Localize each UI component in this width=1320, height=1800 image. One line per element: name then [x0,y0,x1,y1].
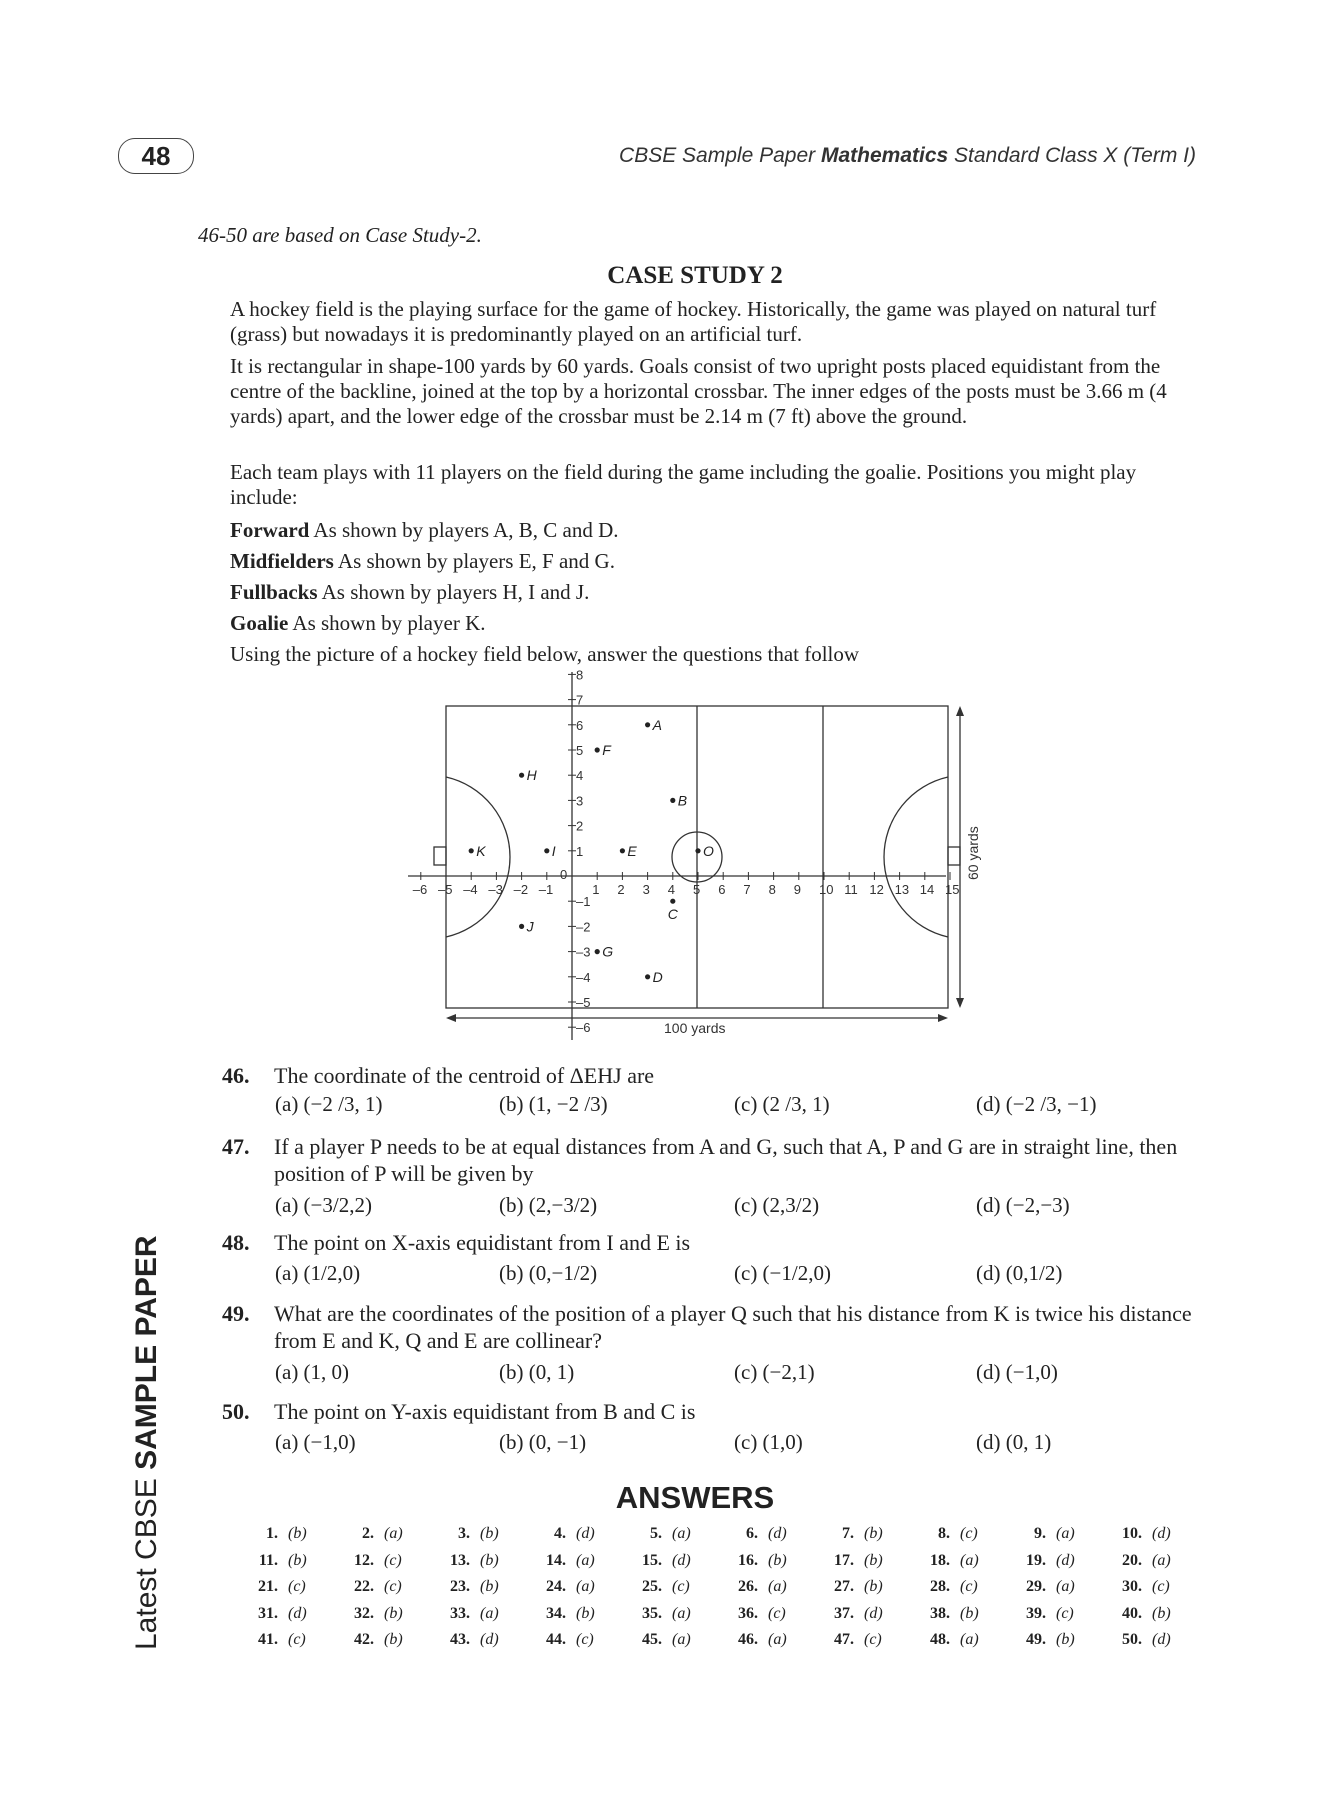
sidebar-label [130,1235,164,1650]
x-tick-label: –5 [438,882,453,897]
x-tick-label: 14 [919,882,935,897]
intro-note: 46-50 are based on Case Study-2. [198,223,482,247]
option: (d) (−2,−3) [976,1193,1070,1217]
option: (b) (0,−1/2) [499,1261,598,1285]
forward-line [230,518,1190,543]
midfielders-label: Midfielders [230,549,334,573]
answer-cell: 38. (b) [930,1604,979,1622]
height-label: 60 yards [965,826,981,880]
sidebar-prefix: Latest CBSE [130,1469,163,1650]
option: (c) (1,0) [734,1430,803,1454]
header-prefix: CBSE Sample Paper [619,144,821,167]
x-tick-label: 15 [945,882,960,897]
question-46 [222,1062,1222,1089]
answer-cell: 10. (d) [1122,1525,1171,1542]
header-suffix: Standard Class X (Term I) [948,144,1196,167]
answer-cell: 42. (b) [354,1631,403,1648]
player-dot [670,899,675,904]
page-number: 48 [118,138,194,174]
answer-cell: 7. (b) [842,1525,883,1542]
answer-cell: 41. (c) [258,1631,306,1648]
x-tick-label: 8 [768,882,776,897]
answer-cell: 48. (a) [930,1631,979,1648]
option: (c) (2 /3, 1) [734,1092,830,1116]
answer-cell: 43. (d) [450,1631,499,1648]
player-dot [670,798,675,803]
answers-title: ANSWERS [615,1480,775,1515]
answer-cell: 22. (c) [354,1578,402,1595]
answer-cell: 2. (a) [362,1525,403,1542]
player-label: J [526,918,534,935]
y-tick-label: –1 [576,894,591,910]
case-study-title: CASE STUDY 2 [607,262,783,289]
y-tick-label: 1 [576,843,584,859]
question-number: 46. [222,1063,250,1088]
answer-cell: 31. (d) [258,1604,307,1622]
y-tick-label: –6 [576,1020,591,1036]
answer-cell: 47. (c) [834,1631,882,1648]
answer-cell: 18. (a) [930,1551,979,1569]
option: (d) (0,1/2) [976,1261,1063,1285]
player-dot [620,848,625,853]
midfielders-line [230,549,1190,574]
answer-cell: 13. (b) [450,1551,499,1569]
player-label: O [703,842,714,859]
x-tick-label: –4 [463,882,478,897]
answer-cell: 36. (c) [738,1604,786,1622]
player-label: F [602,742,611,758]
question-49 [222,1300,1222,1354]
option: (a) (−2 /3, 1) [275,1092,383,1116]
origin-label: 0 [560,867,568,882]
answer-cell: 26. (a) [738,1578,787,1595]
y-tick-label: 4 [576,768,584,784]
answer-cell: 37. (d) [834,1604,883,1622]
left-goal [434,847,446,865]
answer-cell: 28. (c) [930,1578,978,1595]
sidebar-bold: SAMPLE PAPER [130,1235,163,1470]
right-goal [948,847,960,865]
question-text: If a player P needs to be at equal distances from A and G, such that A, P and G are in straight line, then position of P will be given by [274,1134,1178,1186]
answer-cell: 34. (b) [546,1604,595,1622]
x-tick-label: 13 [894,882,910,897]
paragraph-3: Each team plays with 11 players on the field during the game including the goalie. Positions you might play include: [230,460,1137,509]
goalie-line [230,611,1190,636]
answers-row [246,1578,1186,1605]
answer-cell: 35. (a) [642,1604,691,1622]
option: (c) (−1/2,0) [734,1261,831,1285]
x-tick-label: 9 [793,882,802,897]
y-tick-label: 3 [576,793,584,809]
forward-label: Forward [230,518,310,542]
answer-cell: 32. (b) [354,1604,403,1622]
answer-cell: 6. (d) [746,1525,787,1542]
question-number: 49. [222,1301,250,1326]
forward-text: As shown by players A, B, C and D. [309,518,619,542]
player-dot [645,974,650,979]
question-text: The point on Y-axis equidistant from B and C is [274,1399,696,1424]
x-tick-label: 4 [667,882,676,897]
y-tick-label: –4 [576,969,591,985]
answer-cell: 25. (c) [642,1578,690,1595]
x-tick-label: 2 [617,882,625,897]
x-tick-label: –1 [538,882,554,897]
answer-cell: 23. (b) [450,1578,499,1595]
question-47 [222,1133,1222,1187]
option: (c) (−2,1) [734,1360,815,1384]
player-label: I [551,842,556,859]
answer-cell: 17. (b) [834,1551,883,1569]
player-dot [544,848,549,853]
question-text: What are the coordinates of the position of a player Q such that his distance from K is twice his distance from E and K, Q and E are collinear? [274,1301,1192,1353]
answer-cell: 5. (a) [650,1525,691,1542]
player-dot [695,848,700,853]
player-dot [645,722,650,727]
y-tick-label: 7 [576,692,584,708]
answer-cell: 21. (c) [258,1578,306,1595]
y-tick-label: –5 [576,995,591,1010]
answer-cell: 50. (d) [1122,1631,1171,1648]
question-number: 50. [222,1399,250,1424]
answer-cell: 3. (b) [458,1525,499,1542]
y-tick-label: 2 [576,818,584,834]
answer-cell: 44. (c) [546,1631,594,1648]
arrow-bottom-head [956,998,964,1008]
answer-cell: 16. (b) [738,1551,787,1569]
x-tick-label: 7 [743,882,751,897]
answer-cell: 4. (d) [554,1525,595,1542]
question-number: 48. [222,1230,250,1255]
player-label: D [652,968,663,985]
player-label: H [526,767,537,784]
option: (c) (2,3/2) [734,1193,820,1217]
answers-row [246,1631,1186,1658]
y-tick-label: –2 [576,919,591,935]
answers-row [246,1525,1186,1552]
answer-cell: 14. (a) [546,1551,595,1569]
x-tick-label: 10 [819,882,834,897]
paragraph-1: A hockey field is the playing surface for the game of hockey. Historically, the game was played on natural turf (grass) but nowadays it is predominantly played on an artificial turf. [230,297,1157,346]
answer-cell: 12. (c) [354,1551,402,1569]
x-tick-label: –3 [488,882,503,897]
answer-cell: 11. (b) [258,1551,307,1569]
x-tick-label: 3 [642,882,650,897]
width-label: 100 yards [664,1020,726,1036]
question-text: The coordinate of the centroid of ΔEHJ are [274,1063,655,1088]
fullbacks-text: As shown by players H, I and J. [317,580,590,604]
player-label: A [652,716,662,733]
x-tick-label: –2 [513,882,529,897]
answer-cell: 45. (a) [642,1631,691,1648]
answer-cell: 40. (b) [1122,1604,1171,1622]
arrow-right-head [938,1014,948,1022]
answer-cell: 46. (a) [738,1631,787,1648]
answer-cell: 20. (a) [1122,1551,1171,1569]
player-label: K [476,842,486,859]
option: (b) (0, 1) [499,1360,575,1384]
option: (b) (2,−3/2) [499,1193,598,1217]
option: (d) (−1,0) [976,1360,1058,1384]
y-tick-label: 8 [576,667,584,683]
option: (b) (1, −2 /3) [499,1092,608,1116]
answer-cell: 29. (a) [1026,1578,1075,1595]
player-dot [519,773,524,778]
paragraph-2: It is rectangular in shape-100 yards by 60 yards. Goals consist of two upright posts placed equidistant from the centre of the backline, joined at the top by a horizontal crossbar. The inner edges of the posts must be 3.66 m (4 yards) apart, and the lower edge of the crossbar must be 2.14 m (7 ft) above the ground. [230,354,1167,428]
player-label: C [667,906,678,923]
header-subject: Mathematics [820,144,949,167]
fullbacks-line [230,580,1190,605]
option: (a) (−3/2,2) [275,1193,372,1217]
x-tick-label: –6 [412,882,428,897]
answer-cell: 15. (d) [642,1551,691,1569]
answers-row [246,1552,1186,1579]
answer-cell: 8. (c) [938,1525,978,1542]
answer-cell: 30. (c) [1122,1578,1170,1595]
answer-cell: 27. (b) [834,1578,883,1595]
option: (b) (0, −1) [499,1430,587,1454]
answer-cell: 49. (b) [1026,1631,1075,1648]
player-label: B [677,792,688,809]
x-tick-label: 12 [869,882,884,897]
player-dot [469,848,474,853]
x-tick-label: 5 [693,882,701,897]
arrow-left-head [446,1014,456,1022]
fullbacks-label: Fullbacks [230,580,318,604]
goalie-text: As shown by player K. [288,611,486,635]
answers-row [246,1605,1186,1632]
y-tick-label: –3 [576,944,591,960]
option: (a) (1, 0) [275,1360,350,1384]
paragraph-4: Using the picture of a hockey field below, answer the questions that follow [230,642,860,666]
player-dot [519,924,524,929]
y-tick-label: 5 [576,743,584,758]
question-number: 47. [222,1134,250,1159]
player-dot [595,949,600,954]
answer-cell: 1. (b) [266,1525,307,1542]
running-header [619,144,1196,168]
question-50 [222,1398,1222,1425]
option: (d) (0, 1) [976,1430,1052,1454]
right-circle [884,777,948,937]
player-label: G [602,943,614,960]
goalie-label: Goalie [230,611,289,635]
player-dot [595,747,600,752]
question-48 [222,1229,1222,1256]
answer-cell: 33. (a) [450,1604,499,1622]
answer-cell: 19. (d) [1026,1551,1075,1569]
answers-grid [246,1525,1186,1658]
player-label: E [627,842,637,859]
option: (a) (−1,0) [275,1430,356,1454]
option: (a) (1/2,0) [275,1261,361,1285]
midfielders-text: As shown by players E, F and G. [333,549,615,573]
x-tick-label: 1 [592,882,600,897]
y-tick-label: 6 [576,717,584,733]
answer-cell: 39. (c) [1026,1604,1074,1622]
hockey-field-diagram [0,660,1320,1060]
answer-cell: 9. (a) [1034,1525,1075,1542]
arrow-top-head [956,706,964,716]
x-tick-label: 11 [844,882,858,897]
answer-cell: 24. (a) [546,1578,595,1595]
x-tick-label: 6 [718,882,726,897]
option: (d) (−2 /3, −1) [976,1092,1097,1116]
question-text: The point on X-axis equidistant from I and E is [274,1230,691,1255]
